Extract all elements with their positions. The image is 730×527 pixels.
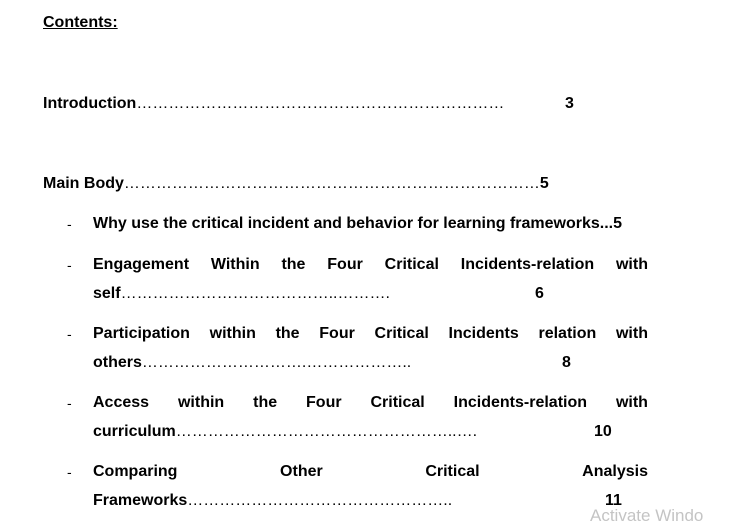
list-bullet: -	[67, 464, 72, 480]
toc-leader-dots: …………………………………..……….	[120, 285, 390, 302]
toc-word: the	[281, 256, 306, 273]
toc-word: Critical	[374, 325, 429, 342]
toc-label: curriculum	[93, 423, 176, 440]
toc-page-number: 10	[594, 423, 612, 440]
toc-page-number: 11	[605, 492, 622, 509]
toc-word: the	[253, 394, 278, 411]
toc-label: self	[93, 285, 121, 302]
toc-subentry-comparing-line1	[93, 462, 648, 482]
contents-heading: Contents:	[43, 14, 118, 31]
toc-word: Comparing	[93, 463, 178, 480]
toc-word: within	[209, 325, 256, 342]
toc-word: Engagement	[93, 256, 190, 273]
toc-entry-main-body	[43, 174, 549, 194]
toc-leader-dots: ………………………….………………..	[141, 354, 412, 371]
list-bullet: -	[67, 326, 72, 342]
toc-subentry-access-line1	[93, 393, 648, 413]
toc-word: Incidents	[448, 325, 519, 342]
toc-word: Critical	[370, 394, 425, 411]
toc-label: Why use the critical incident and behavior for learning frameworks...5	[93, 215, 623, 232]
toc-word: Critical	[425, 463, 480, 480]
toc-subentry-why-use	[93, 214, 622, 234]
toc-leader-dots: ……………………………………………..….	[175, 423, 478, 440]
toc-leader-dots: ……………………………………………………………	[136, 95, 505, 112]
toc-word: Critical	[384, 256, 439, 273]
toc-word: with	[615, 394, 648, 411]
toc-word: within	[177, 394, 225, 411]
toc-subentry-participation-line1	[93, 324, 648, 344]
toc-page-number: 6	[535, 285, 544, 302]
toc-word: Other	[280, 463, 323, 480]
toc-word: Four	[327, 256, 363, 273]
toc-word: Within	[210, 256, 260, 273]
toc-word: with	[615, 256, 648, 273]
toc-word: Four	[306, 394, 342, 411]
list-bullet: -	[67, 216, 72, 232]
toc-label: Main Body	[43, 175, 124, 192]
toc-subentry-access-line2	[93, 422, 477, 442]
toc-subentry-participation-line2	[93, 353, 411, 373]
toc-label: others	[93, 354, 142, 371]
toc-word: Analysis	[582, 463, 648, 480]
toc-word: Participation	[93, 325, 190, 342]
activate-windows-watermark: Activate Windo	[590, 506, 704, 525]
toc-word: Four	[319, 325, 355, 342]
toc-leader-dots: …………………………………………..	[187, 492, 453, 509]
toc-page-number: 5	[539, 175, 549, 192]
toc-word: with	[615, 325, 648, 342]
toc-label: Introduction	[43, 95, 137, 112]
toc-page-number: 8	[562, 354, 571, 371]
toc-leader-dots: ……………………………………………………………………	[123, 175, 540, 192]
list-bullet: -	[67, 257, 72, 273]
toc-subentry-comparing-line2	[93, 491, 452, 511]
toc-page-number: 3	[565, 95, 574, 112]
list-bullet: -	[67, 395, 72, 411]
toc-word: relation	[538, 325, 597, 342]
toc-subentry-engagement-line1	[93, 255, 648, 275]
toc-word: Access	[93, 394, 150, 411]
toc-word: Incidents-relation	[460, 256, 595, 273]
toc-subentry-engagement-line2	[93, 284, 390, 304]
toc-word: Incidents-relation	[453, 394, 588, 411]
toc-entry-introduction	[43, 94, 504, 114]
toc-label: Frameworks	[93, 492, 188, 509]
toc-word: the	[275, 325, 300, 342]
